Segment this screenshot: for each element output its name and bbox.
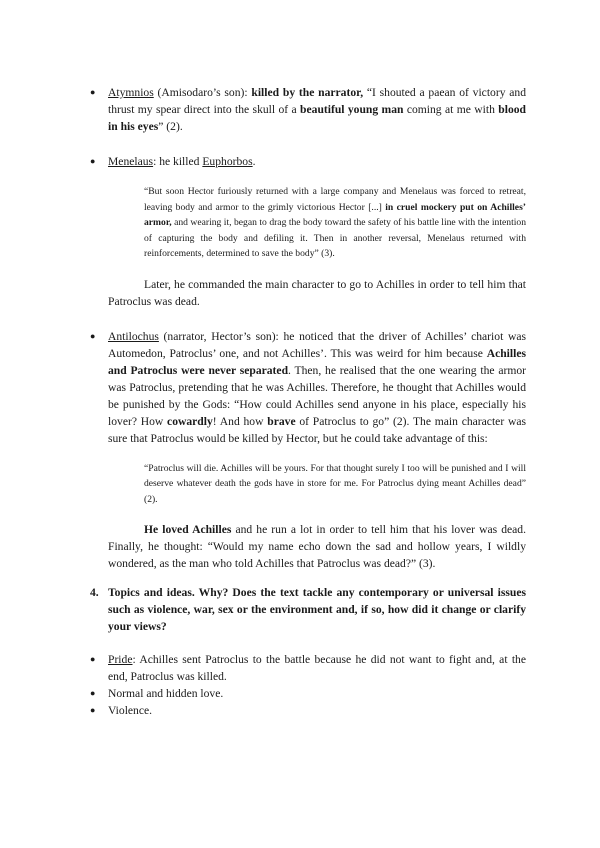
topic-text: Violence.	[108, 704, 153, 717]
text-run: : he killed	[153, 155, 203, 168]
text-run: ! And how	[212, 414, 268, 428]
quote-text: and wearing it, began to drag the body toward the safety of his battle line with the intention of capturing the body and defiling it. Then in another reversal, Menelaus returned with reinforcements, determined to save the body” (3).	[144, 217, 526, 259]
list-item-love	[90, 685, 526, 702]
text-run: : Achilles sent Patroclus to the battle because he did not want to fight and, at the end, Patroclus was killed.	[108, 653, 526, 683]
bullet-icon: ●	[90, 87, 96, 97]
topic-text: Normal and hidden love.	[108, 687, 224, 700]
bold-run: Achilles and Patroclus were never separated	[108, 346, 526, 377]
text-run: (Amisodaro’s son):	[153, 86, 252, 99]
bold-run: in cruel mockery put on Achilles’ armor,	[144, 201, 526, 228]
list-item-pride	[90, 651, 526, 685]
bold-run: beautiful young man	[300, 103, 404, 116]
bullet-icon: ●	[90, 654, 96, 664]
list-item-atymnios	[90, 84, 526, 135]
bullet-icon: ●	[90, 688, 96, 698]
block-quote	[108, 184, 526, 262]
text-run: “I shouted a paean of victory and thrust my spear direct into the skull of a	[108, 86, 527, 116]
quote-text: “But soon Hector furiously returned with a large company and Menelaus was forced to retreat, leaving body and armor to the grimly victorious Hector [...]	[144, 186, 526, 213]
question-number: 4.	[90, 586, 99, 599]
text-run: ” (2).	[158, 120, 183, 133]
bold-run: blood in his eyes	[108, 103, 526, 133]
bullet-icon: ●	[90, 156, 96, 166]
character-name: Atymnios	[108, 86, 154, 99]
bold-run: brave	[267, 414, 296, 428]
text-run: and he run a lot in order to tell him that his lover was dead. Finally, he thought: “Would my name echo down the sad and hollow years, I wildly wondered, as the man who told Achilles that Patroclus was dead?” (3).	[108, 523, 526, 570]
question-text: Topics and ideas. Why? Does the text tackle any contemporary or universal issues such as violence, war, sex or the environment and, if so, how did it change or clarify your views?	[108, 586, 526, 633]
character-name: Antilochus	[108, 329, 159, 343]
topic-label: Pride	[108, 653, 133, 666]
bold-run: cowardly	[167, 414, 213, 428]
character-name: Menelaus	[108, 155, 154, 168]
bullet-icon: ●	[90, 330, 96, 341]
bold-run: killed by the narrator,	[251, 86, 364, 99]
text-run: .	[252, 155, 256, 168]
list-item-menelaus	[90, 153, 526, 170]
text-run: coming at me with	[403, 103, 499, 116]
text-run: of Patroclus to go” (2). The main character was sure that Patroclus would be killed by Hector, but he could take advantage of this:	[108, 414, 526, 445]
text-run: (narrator, Hector’s son): he noticed that the driver of Achilles’ chariot was Automedon, Patroclus’ one, and not Achilles’. This was weird for him because	[108, 329, 526, 360]
block-quote: “Patroclus will die. Achilles will be yours. For that thought surely I too will be punished and I will deserve whatever death the gods have in store for me. For Patroclus dying meant Achilles dead” (2).	[144, 462, 526, 505]
bold-run: He loved Achilles	[144, 523, 232, 536]
bullet-icon: ●	[90, 705, 96, 715]
list-item-violence	[90, 702, 526, 719]
text-run: . Then, he realised that the one wearing the armor was Patroclus, pretending that he was Achilles. Therefore, he thought that Achilles would be punished by the Gods: “How could Achilles send anyone in his place, especially his lover? How	[108, 363, 526, 428]
numbered-question	[90, 584, 526, 635]
paragraph: Later, he commanded the main character to go to Achilles in order to tell him that Patroclus was dead.	[108, 277, 526, 308]
list-item-antilochus	[90, 328, 526, 447]
document-content	[90, 84, 526, 719]
victim-name: Euphorbos	[202, 155, 253, 168]
paragraph	[108, 521, 526, 572]
